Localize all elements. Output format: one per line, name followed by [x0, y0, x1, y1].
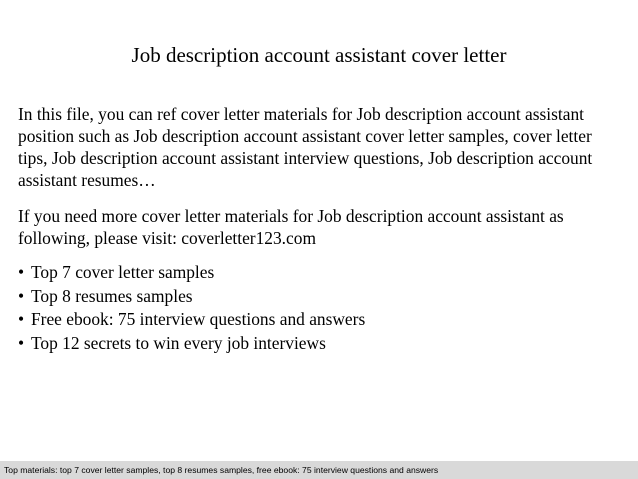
list-item-label: Top 8 resumes samples — [31, 285, 193, 306]
intro-paragraph: In this file, you can ref cover letter materials for Job description account assistant position such as Job description account assistant cover letter samples, cover letter tips, Job description account assistant interview questions, Job description account assistant resumes… — [18, 104, 593, 190]
list-item — [18, 285, 623, 309]
more-materials-paragraph: If you need more cover letter materials for Job description account assistant as following, please visit: coverletter123.com — [18, 206, 564, 248]
list-item-label: Top 12 secrets to win every job interviews — [31, 332, 326, 353]
list-item-label: Top 7 cover letter samples — [31, 262, 215, 282]
materials-list — [18, 261, 623, 355]
bullet-icon: • — [18, 285, 25, 306]
list-item — [18, 308, 623, 332]
list-item — [18, 261, 623, 285]
list-item — [18, 332, 623, 356]
page-title: Job description account assistant cover letter — [131, 43, 507, 67]
footer-bar — [0, 461, 638, 479]
list-item-label: Free ebook: 75 interview questions and answers — [31, 309, 366, 329]
bullet-icon: • — [18, 262, 25, 282]
bullet-icon: • — [18, 332, 25, 353]
bullet-icon: • — [18, 309, 25, 329]
footer-text: Top materials: top 7 cover letter samples, top 8 resumes samples, free ebook: 75 interview questions and answers — [4, 465, 439, 475]
